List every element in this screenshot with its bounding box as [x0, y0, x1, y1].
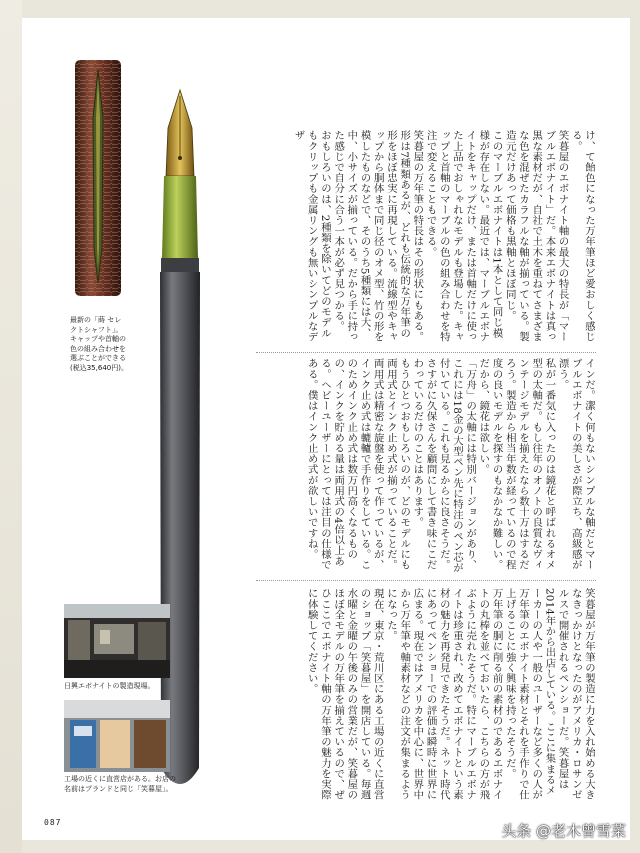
watermark-text: 头条 @老木曾雪菜: [501, 822, 626, 840]
paragraph: おもしろいのは、2種類を除いてどのモデルもクリップも金属リングも無いシンプルなデザ: [292, 130, 331, 342]
article-text-middle: [250, 358, 595, 576]
paragraph: 笑暮屋の万年筆の特長はその形状にもある。形は7種類あるが、どれも伝統的な万年筆の形をほぼ忠実に再現している。流線型やキャップから胴体まで同じ径のオメ型、竹の形を模したものなどで、そのうち5種類には大、中、小サイズが揃っている。だから手に持った感じで自分に合う一本が必ず見つかる。: [332, 130, 424, 342]
pen-caption-line: 色の組み合わせを: [70, 344, 126, 353]
shop-photo: [64, 700, 170, 772]
paragraph: このマーブルエボナイトは1本として同じ模様が存在しない。最近では、マーブルエボナイトをキャップだけ、または首軸だけに使った上品でおしゃれなモデルも登場した。キャップと首軸のマーブルの色の組み合わせを特注で変えることもできる。: [424, 130, 503, 342]
paragraph: 笑暮屋が万年筆の製造に力を入れ始める大きなきっかけとなったのがアメリカ・ロサンゼルスで開催されるペンショーだ。笑暮屋は2014年から出店している。ここに集まるメーカーの人や一般のユーザーなど多くの人が万年筆のエボナイト素材とそれを手作りで仕上げることに強く興味を持ったそうだ。: [503, 588, 595, 800]
pen-caption-line: クトシャフト」。: [70, 325, 123, 334]
article-text-bottom: [250, 588, 595, 806]
page-number: 087: [44, 818, 62, 827]
paragraph: け、て飴色になった万年筆ほど愛おしく感じる。: [569, 130, 595, 342]
factory-photo: [64, 604, 170, 678]
pen-caption-line: 最新の「蒔 セレ: [70, 316, 122, 324]
fountain-pen-photo: [150, 88, 210, 800]
page-edge-strip: [0, 0, 22, 853]
shop-caption-line: 名前はブランドと同じ「笑暮屋」。: [64, 784, 173, 793]
paragraph: もうひとつおもしろいのが、どのモデルにも両用式とインク止め式が揃っていることだ。両用式は精密な旋盤を使って作っているが、インク止め式は轆轤で手作りをしている。このためインク止め式は数万円高くなるものの、インクを貯める量は両用式の4倍以上ある。ヘビーユーザーにとっては注目の仕様である。僕はインク止め式が欲しいですね。: [305, 358, 411, 570]
paragraph: インだ。潔く何もないシンプルな軸だとマーブルエボナイトの美しさが際立ち、高級感が漂う。: [556, 358, 595, 570]
shop-caption: [64, 775, 194, 794]
pen-caption: [70, 316, 148, 373]
paragraph: 現在、東京・荒川区にある工場の近くに直営のショップ「笑暮屋」を開店している。毎週水曜と金曜の午後のみの営業だが、笑暮屋のほぼ全モデルの万年筆を揃えているので、ぜひここでエボナイト軸の万年筆の魅力を実際に体験してください。: [305, 588, 384, 800]
section-divider: [256, 352, 596, 353]
factory-caption: 日興エボナイトの製造現場。: [64, 682, 155, 690]
pen-caption-line: 選ぶことができる: [70, 354, 126, 362]
pen-caption-line: (税込35,640円)。: [70, 363, 128, 372]
shop-caption-line: 工場の近くに直営店がある。お店の: [64, 775, 176, 783]
section-divider: [256, 580, 596, 581]
paragraph: 万年筆の胴に削る前の素材のであるエボナイトの丸棒を並べておいたら、こちらの方が飛ぶように売れたそうだ。特にマーブルエボナイトは珍重され、改めてエボナイトという素材の魅力を再発見できたそうだ。ネット時代にあってペンショーでの評価は瞬時に世界に広まる。現在ではアメリカを中心に、世界中から万年筆や軸素材などの注文が集まるようになった。: [384, 588, 503, 800]
paragraph: 「万舟」の太軸には特別バージョンがあり、これには18金の大型ペン先に特注のペン芯が付いている。これも見るからに良さそうだ。さすがに久保さんを顧問にして書き味にこだわっているだけのことはあります。: [411, 358, 477, 574]
article-text-top: [250, 130, 595, 348]
paragraph: 私が一番気に入ったのは鏡花と呼ばれるオメ型の太軸だ。もし往年のオノトの良質なヴィンテージモデルを揃えたなら数十万はするだろう。製造から相当年数が経っているので程度の良いモデルを探すのもなかなか難しい。だから、鏡花は欲しい。: [477, 358, 556, 570]
pen-caption-line: キャップや首軸の: [70, 335, 126, 343]
paragraph: 笑暮屋のエボナイト軸の最大の特長が「マーブルエボナイト」だ。本来エボナイトは真っ黒な素材だが、自社で土木を重ねてさまざまな色を混ぜたカラフルな軸が揃っている。製造元だけあって価格も黒軸とほぼ同じ。: [503, 130, 569, 342]
pen-cap-photo: [72, 58, 124, 298]
